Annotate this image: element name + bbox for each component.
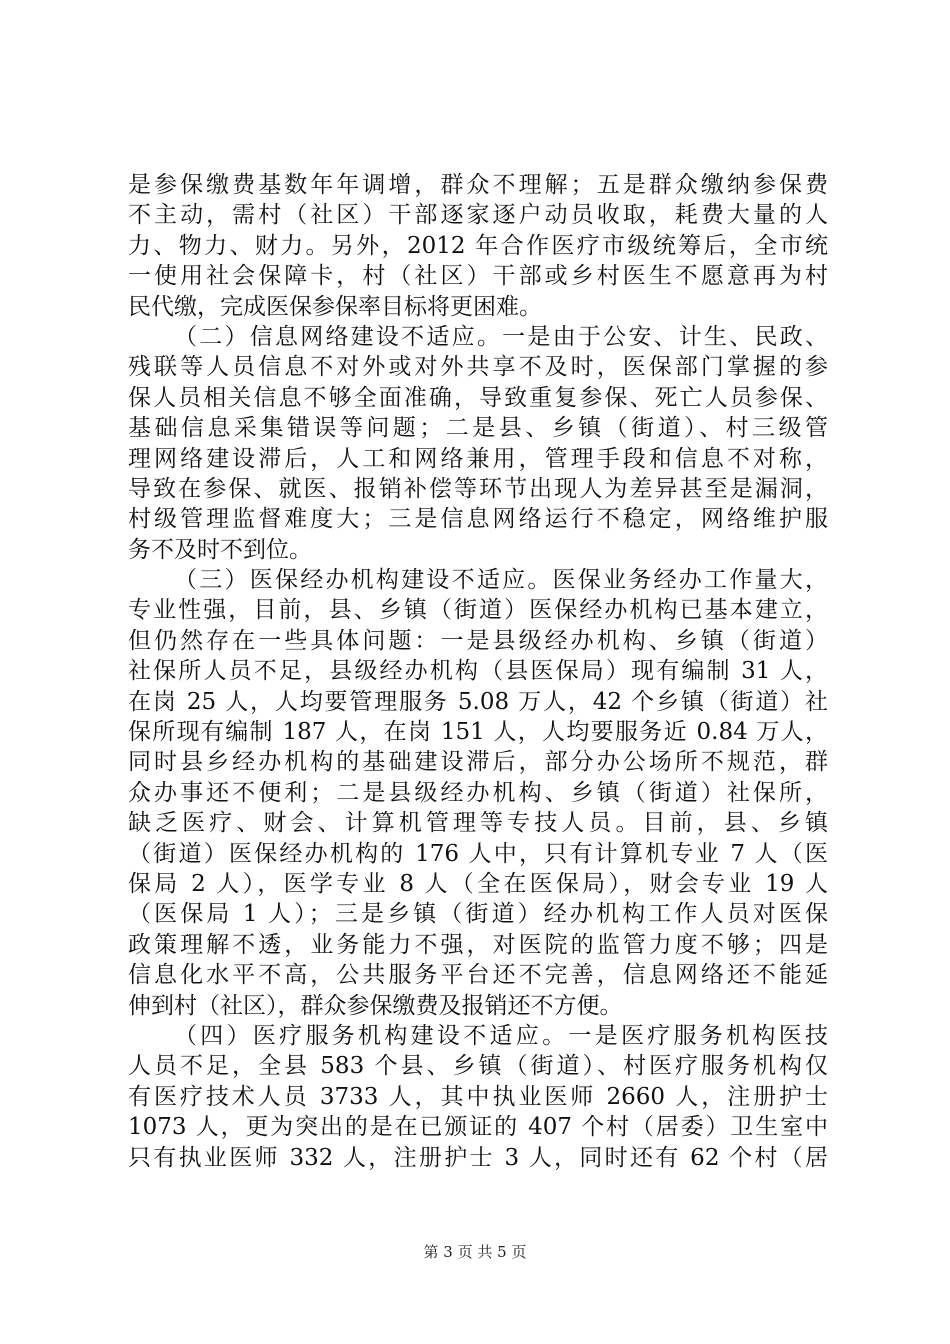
text-line: （三）医保经办机构建设不适应。医保业务经办工作量大， bbox=[174, 567, 828, 594]
text-line: 人员不足，全县 583 个县、乡镇（街道）、村医疗服务机构仅 bbox=[128, 1053, 828, 1080]
text-line: 导致在参保、就医、报销补偿等环节出现人为差异甚至是漏洞， bbox=[128, 475, 828, 502]
text-line: 理网络建设滞后，人工和网络兼用，管理手段和信息不对称， bbox=[128, 445, 828, 472]
text-line: 1073 人，更为突出的是在已颁证的 407 个村（居委）卫生室中 bbox=[128, 1114, 828, 1141]
text-line: 残联等人员信息不对外或对外共享不及时，医保部门掌握的参 bbox=[128, 354, 828, 381]
text-line: 保局 2 人），医学专业 8 人（全在医保局），财会专业 19 人 bbox=[128, 870, 828, 897]
text-line: （二）信息网络建设不适应。一是由于公安、计生、民政、 bbox=[174, 323, 828, 350]
text-line: 只有执业医师 332 人，注册护士 3 人，同时还有 62 个村（居 bbox=[128, 1144, 828, 1171]
text-line: 是参保缴费基数年年调增，群众不理解；五是群众缴纳参保费 bbox=[128, 172, 828, 198]
text-line: 务不及时不到位。 bbox=[128, 536, 312, 563]
text-line: 一使用社会保障卡，村（社区）干部或乡村医生不愿意再为村 bbox=[128, 263, 828, 290]
text-line: （医保局 1 人）；三是乡镇（街道）经办机构工作人员对医保 bbox=[128, 901, 828, 928]
text-line: （街道）医保经办机构的 176 人中，只有计算机专业 7 人（医 bbox=[128, 840, 828, 867]
text-line: 保所现有编制 187 人，在岗 151 人，人均要服务近 0.84 万人， bbox=[128, 719, 828, 746]
text-line: 有医疗技术人员 3733 人，其中执业医师 2660 人，注册护士 bbox=[128, 1083, 828, 1110]
text-line: 但仍然存在一些具体问题：一是县级经办机构、乡镇（街道） bbox=[128, 627, 828, 654]
text-line: （四）医疗服务机构建设不适应。一是医疗服务机构医技 bbox=[174, 1022, 828, 1049]
page-number-footer: 第 3 页 共 5 页 bbox=[423, 1243, 527, 1261]
text-line: 力、物力、财力。另外，2012 年合作医疗市级统筹后，全市统 bbox=[128, 232, 828, 259]
text-line: 缺乏医疗、财会、计算机管理等专技人员。目前，县、乡镇 bbox=[128, 810, 828, 837]
text-line: 政策理解不透，业务能力不强，对医院的监管力度不够；四是 bbox=[128, 931, 828, 958]
text-line: 不主动，需村（社区）干部逐家逐户动员收取，耗费大量的人 bbox=[128, 202, 828, 229]
text-line: 同时县乡经办机构的基础建设滞后，部分办公场所不规范，群 bbox=[128, 749, 828, 776]
text-line: 伸到村（社区），群众参保缴费及报销还不方便。 bbox=[128, 992, 623, 1019]
text-line: 专业性强，目前，县、乡镇（街道）医保经办机构已基本建立， bbox=[128, 597, 828, 624]
text-line: 社保所人员不足，县级经办机构（县医保局）现有编制 31 人， bbox=[128, 658, 828, 685]
text-line: 村级管理监督难度大；三是信息网络运行不稳定，网络维护服 bbox=[128, 506, 828, 533]
text-line: 众办事还不便利；二是县级经办机构、乡镇（街道）社保所， bbox=[128, 779, 828, 806]
text-line: 信息化水平不高，公共服务平台还不完善，信息网络还不能延 bbox=[128, 962, 828, 989]
text-line: 保人员相关信息不够全面准确，导致重复参保、死亡人员参保、 bbox=[128, 384, 828, 411]
text-line: 基础信息采集错误等问题；二是县、乡镇（街道）、村三级管 bbox=[128, 415, 828, 442]
body-text bbox=[128, 170, 828, 1173]
text-line: 民代缴，完成医保参保率目标将更困难。 bbox=[128, 293, 542, 320]
text-line: 在岗 25 人，人均要管理服务 5.08 万人，42 个乡镇（街道）社 bbox=[128, 688, 828, 715]
